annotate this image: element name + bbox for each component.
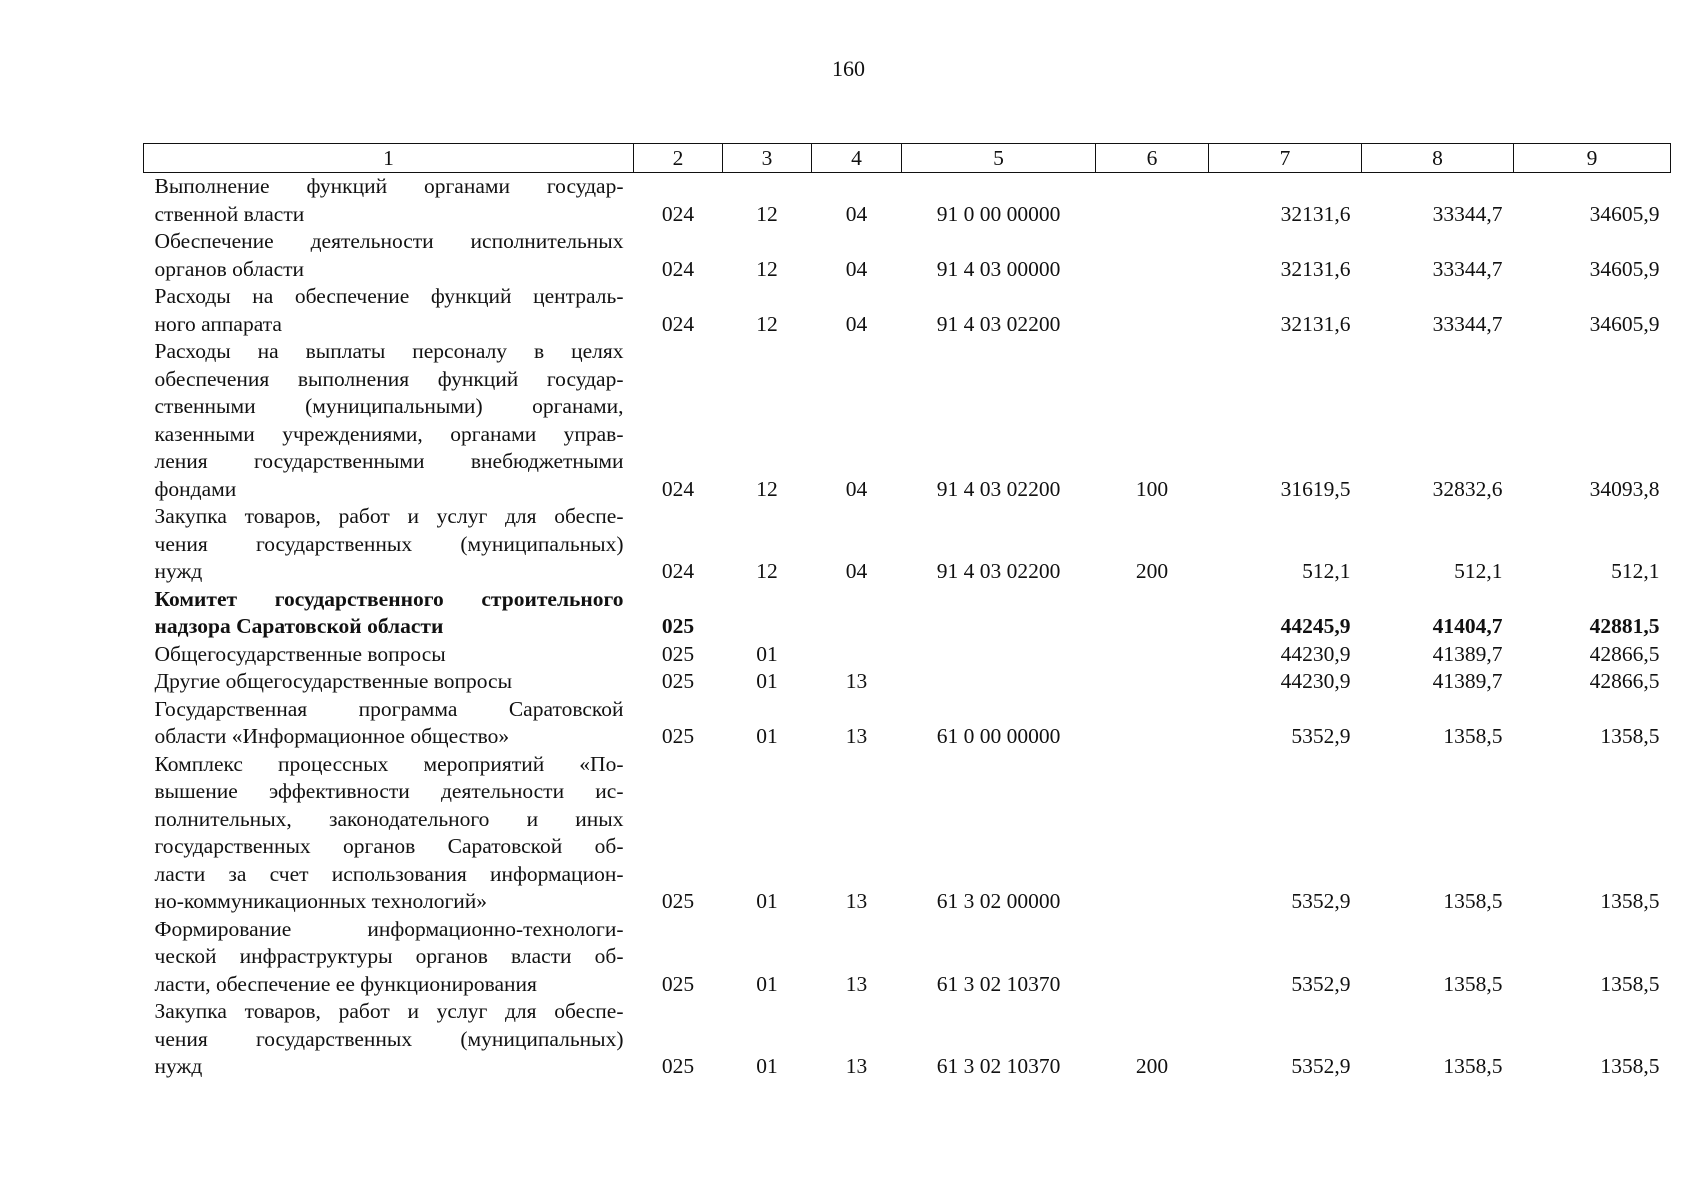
cell-col-7: 44230,9: [1280, 641, 1351, 666]
cell-col-9: 34093,8: [1589, 476, 1660, 501]
cell-col-4: 04: [845, 476, 868, 501]
row-name-line: но-коммуникационных технологий»: [154, 889, 488, 913]
row-name-line: Закупка товаров, работ и услуг для обеспе-: [154, 999, 624, 1023]
row-name-line: Расходы на обеспечение функций централь-: [154, 284, 624, 308]
row-name-line: чения государственных (муниципальных): [154, 531, 624, 556]
cell-col-9: 42866,5: [1589, 641, 1660, 666]
cell-col-6: [1096, 228, 1209, 283]
cell-col-7: 31619,5: [1280, 476, 1351, 501]
row-name-line: органов области: [154, 256, 305, 281]
header-row: [144, 144, 1671, 173]
cell-col-3: 12: [756, 311, 778, 336]
column-header-9: 9: [1514, 144, 1671, 173]
cell-col-3: [723, 586, 812, 641]
cell-col-4: 04: [845, 201, 868, 226]
cell-col-6: [1096, 916, 1209, 999]
cell-col-8: 1358,5: [1443, 724, 1503, 748]
row-name-cell: [144, 916, 634, 999]
row-name-line: ласти за счет использования информацион-: [154, 861, 624, 886]
cell-col-5: 61 0 00 00000: [936, 724, 1061, 748]
cell-col-6: 200: [1135, 559, 1169, 583]
table-row: [144, 641, 1671, 669]
table-row: [144, 668, 1671, 696]
cell-col-6: [1096, 283, 1209, 338]
row-name-line: ственной власти: [154, 201, 305, 226]
cell-col-7: 5352,9: [1291, 724, 1351, 748]
column-header-1: 1: [144, 144, 634, 173]
row-name-cell: [144, 173, 634, 229]
table-row: [144, 503, 1671, 586]
cell-col-8: 41389,7: [1432, 669, 1503, 693]
row-name-line: Формирование информационно-технологи-: [154, 916, 624, 941]
cell-col-6: 200: [1135, 1054, 1169, 1078]
cell-col-2: 025: [661, 724, 695, 748]
cell-col-2: 025: [661, 641, 695, 666]
cell-col-3: 12: [756, 256, 778, 281]
cell-col-4: 13: [845, 669, 868, 693]
cell-col-2: 024: [661, 256, 695, 281]
row-name-line: государственных органов Саратовской об-: [154, 834, 624, 858]
row-name-cell: [144, 503, 634, 586]
cell-col-2: 024: [661, 559, 695, 583]
row-name-line: нужд: [154, 1054, 203, 1078]
cell-col-5: 61 3 02 10370: [936, 971, 1061, 996]
row-name-cell: [144, 998, 634, 1081]
cell-col-9: 1358,5: [1600, 724, 1660, 748]
cell-col-9: 42866,5: [1589, 669, 1660, 693]
cell-col-3: 12: [756, 201, 778, 226]
cell-col-3: 12: [756, 559, 778, 583]
cell-col-3: 12: [756, 476, 778, 501]
cell-col-5: 91 4 03 02200: [936, 559, 1061, 583]
budget-table: [143, 143, 1671, 1081]
cell-col-7: 44245,9: [1280, 614, 1351, 638]
row-name-line: ственными (муниципальными) органами,: [154, 394, 624, 418]
cell-col-7: 512,1: [1302, 559, 1351, 583]
row-name-line: надзора Саратовской области: [154, 614, 444, 638]
cell-col-7: 5352,9: [1291, 1054, 1351, 1078]
cell-col-2: 025: [661, 669, 695, 693]
cell-col-5: 91 4 03 00000: [936, 256, 1061, 281]
cell-col-6: [1096, 586, 1209, 641]
cell-col-5: [902, 641, 1096, 669]
cell-col-5: 91 0 00 00000: [936, 201, 1061, 226]
cell-col-7: 32131,6: [1280, 256, 1351, 281]
row-name-line: Выполнение функций органами государ-: [154, 174, 624, 198]
cell-col-2: 025: [661, 614, 695, 638]
row-name-line: Обеспечение деятельности исполнительных: [154, 229, 624, 253]
cell-col-9: 1358,5: [1600, 1054, 1660, 1078]
row-name-line: области «Информационное общество»: [154, 724, 510, 748]
cell-col-7: 5352,9: [1291, 889, 1351, 913]
table-row: [144, 228, 1671, 283]
page-number: 160: [832, 56, 865, 81]
cell-col-4: [812, 641, 902, 669]
table-row: [144, 338, 1671, 503]
cell-col-8: 33344,7: [1432, 201, 1503, 226]
cell-col-5: 91 4 03 02200: [936, 311, 1061, 336]
row-name-line: нужд: [154, 559, 203, 583]
cell-col-3: 01: [756, 889, 778, 913]
table-row: [144, 916, 1671, 999]
row-name-line: Комитет государственного строительного: [154, 586, 624, 611]
row-name-cell: [144, 751, 634, 916]
table-row: [144, 998, 1671, 1081]
cell-col-4: 13: [845, 889, 868, 913]
cell-col-8: 512,1: [1454, 559, 1503, 583]
cell-col-4: 13: [845, 724, 868, 748]
column-header-3: 3: [723, 144, 812, 173]
column-header-5: 5: [902, 144, 1096, 173]
row-name-cell: [144, 283, 634, 338]
cell-col-8: 1358,5: [1443, 1054, 1503, 1078]
cell-col-6: [1096, 668, 1209, 696]
cell-col-9: 42881,5: [1589, 614, 1660, 638]
row-name-line: казенными учреждениями, органами управ-: [154, 421, 624, 446]
cell-col-7: 5352,9: [1291, 971, 1351, 996]
row-name-line: обеспечения выполнения функций государ-: [154, 366, 624, 391]
cell-col-3: 01: [756, 669, 778, 693]
cell-col-6: [1096, 173, 1209, 229]
table-row: [144, 173, 1671, 229]
table-row: [144, 696, 1671, 751]
cell-col-9: 34605,9: [1589, 311, 1660, 336]
cell-col-8: 41404,7: [1432, 614, 1503, 638]
cell-col-4: 13: [845, 1054, 868, 1078]
cell-col-8: 1358,5: [1443, 889, 1503, 913]
cell-col-4: 04: [845, 311, 868, 336]
cell-col-8: 33344,7: [1432, 256, 1503, 281]
cell-col-3: 01: [756, 971, 778, 996]
row-name-cell: [144, 641, 634, 669]
column-header-7: 7: [1209, 144, 1362, 173]
cell-col-3: 01: [756, 641, 778, 666]
cell-col-6: [1096, 696, 1209, 751]
cell-col-4: 13: [845, 971, 868, 996]
cell-col-6: [1096, 641, 1209, 669]
row-name-line: вышение эффективности деятельности ис-: [154, 779, 624, 803]
row-name-line: Расходы на выплаты персоналу в целях: [154, 339, 624, 363]
cell-col-9: 1358,5: [1600, 971, 1660, 996]
cell-col-2: 025: [661, 889, 695, 913]
cell-col-2: 025: [661, 971, 695, 996]
row-name-cell: [144, 228, 634, 283]
table-row: [144, 283, 1671, 338]
row-name-line: полнительных, законодательного и иных: [154, 806, 624, 831]
cell-col-5: 91 4 03 02200: [936, 476, 1061, 501]
column-header-6: 6: [1096, 144, 1209, 173]
cell-col-6: 100: [1135, 476, 1169, 501]
row-name-cell: [144, 338, 634, 503]
cell-col-6: [1096, 751, 1209, 916]
cell-col-2: 025: [661, 1054, 695, 1078]
cell-col-5: [902, 668, 1096, 696]
table-body: [144, 173, 1671, 1081]
cell-col-7: 32131,6: [1280, 311, 1351, 336]
row-name-cell: [144, 696, 634, 751]
column-header-2: 2: [634, 144, 723, 173]
cell-col-5: 61 3 02 10370: [936, 1054, 1061, 1078]
cell-col-9: 1358,5: [1600, 889, 1660, 913]
row-name-line: ного аппарата: [154, 311, 282, 336]
row-name-line: Государственная программа Саратовской: [154, 696, 624, 721]
column-header-4: 4: [812, 144, 902, 173]
row-name-line: ласти, обеспечение ее функционирования: [154, 971, 537, 996]
cell-col-8: 32832,6: [1432, 476, 1503, 501]
row-name-line: чения государственных (муниципальных): [154, 1026, 624, 1051]
cell-col-5: [902, 586, 1096, 641]
row-name-line: ления государственными внебюджетными: [154, 449, 624, 473]
row-name-line: Комплекс процессных мероприятий «По-: [154, 751, 624, 776]
row-name-line: фондами: [154, 476, 237, 501]
cell-col-4: 04: [845, 559, 868, 583]
column-header-8: 8: [1362, 144, 1514, 173]
cell-col-8: 1358,5: [1443, 971, 1503, 996]
row-name-cell: [144, 586, 634, 641]
row-name-cell: [144, 668, 634, 696]
row-name-line: Общегосударственные вопросы: [154, 641, 446, 666]
cell-col-8: 33344,7: [1432, 311, 1503, 336]
row-name-line: ческой инфраструктуры органов власти об-: [154, 944, 624, 968]
cell-col-8: 41389,7: [1432, 641, 1503, 666]
cell-col-2: 024: [661, 311, 695, 336]
table-row: [144, 586, 1671, 641]
cell-col-7: 32131,6: [1280, 201, 1351, 226]
cell-col-9: 512,1: [1611, 559, 1660, 583]
cell-col-4: [812, 586, 902, 641]
cell-col-9: 34605,9: [1589, 201, 1660, 226]
table-row: [144, 751, 1671, 916]
cell-col-9: 34605,9: [1589, 256, 1660, 281]
row-name-line: Закупка товаров, работ и услуг для обеспе-: [154, 504, 624, 528]
cell-col-2: 024: [661, 476, 695, 501]
row-name-line: Другие общегосударственные вопросы: [154, 669, 513, 693]
cell-col-4: 04: [845, 256, 868, 281]
cell-col-3: 01: [756, 1054, 778, 1078]
cell-col-5: 61 3 02 00000: [936, 889, 1061, 913]
cell-col-3: 01: [756, 724, 778, 748]
cell-col-2: 024: [661, 201, 695, 226]
cell-col-7: 44230,9: [1280, 669, 1351, 693]
